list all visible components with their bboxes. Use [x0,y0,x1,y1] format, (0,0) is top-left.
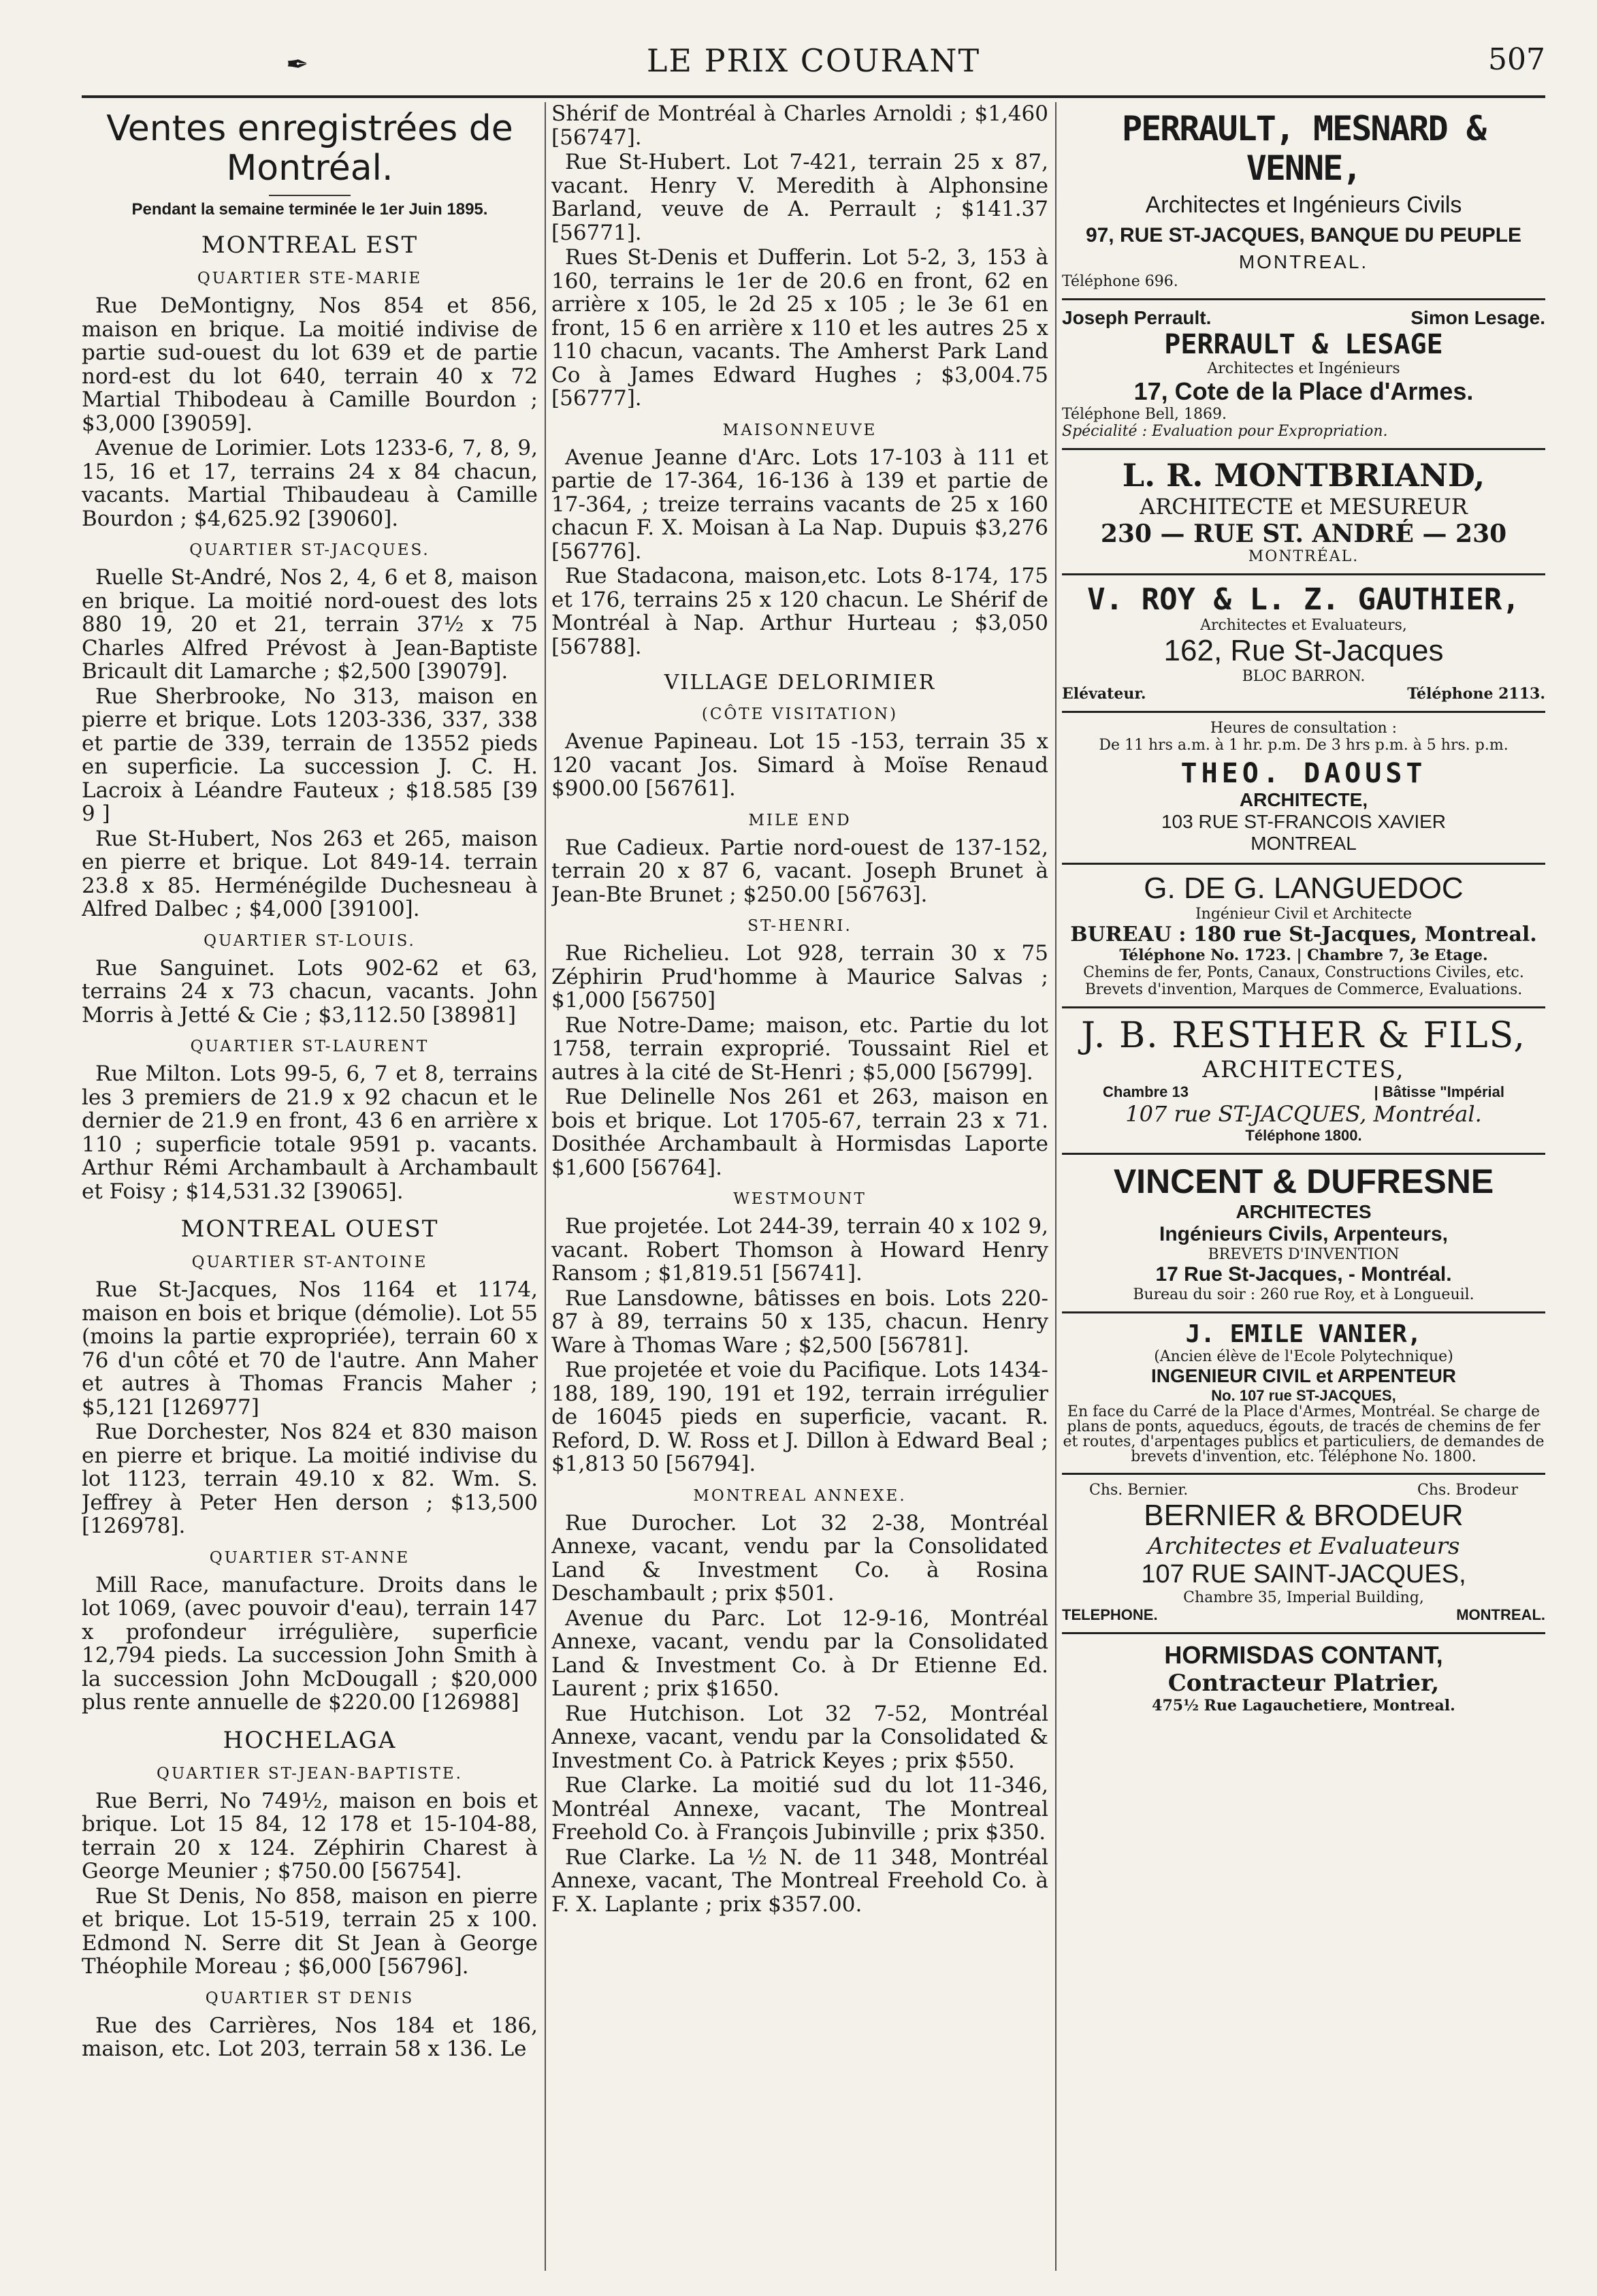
ad-name: VINCENT & DUFRESNE [1113,1162,1494,1200]
ad-specialty: Spécialité : Evaluation pour Expropriation. [1062,423,1388,440]
ad-theo-daoust [1062,713,1545,865]
ad-address: 107 rue ST-JACQUES, Montréal. [1125,1101,1482,1127]
ad-partner: Joseph Perrault. [1062,307,1212,328]
sale-entry: Avenue Jeanne d'Arc. Lots 17-103 à 111 et partie de 17-364, 16-136 à 139 et partie de 17-364, ; treize terrains vacants de 25 x 160 chacun F. X. Moisan à La Nap. Dupuis $3,276 [56776]. [551,445,1048,564]
ad-perrault-mesnard-venne [1062,102,1545,300]
district-heading: MAISONNEUVE [722,421,877,439]
ad-building: | Bâtisse "Impérial [1374,1083,1504,1100]
ad-perrault-lesage [1062,300,1545,450]
ad-subtitle: ARCHITECTE et MESUREUR [1140,494,1468,520]
column-rule [1055,102,1056,2271]
ad-subtitle: ARCHITECTE, [1239,789,1368,810]
ad-telephone: Téléphone 2113. [1407,685,1545,703]
sale-entry: Ruelle St-André, Nos 2, 4, 6 et 8, maison en brique. La moitié nord-ouest des lots 880 19, 20 et 21, terrain 37½ x 75 Charles Alfred Prévost à Jean-Baptiste Bricault dit Lamarche ; $2,500 [39079]. [82,565,538,684]
section-subtitle: Pendant la semaine terminée le 1er Juin 1895. [131,200,488,219]
ad-telephone: TELEPHONE. [1062,1606,1158,1623]
ad-address: 17, Cote de la Place d'Armes. [1133,377,1474,405]
header-rule [82,95,1545,98]
column-2 [551,102,1048,2271]
journal-title: LE PRIX COURANT [646,42,981,79]
ad-subtitle: ARCHITECTES, [1202,1056,1405,1083]
sale-entry: Avenue de Lorimier. Lots 1233-6, 7, 8, 9, 15, 16 et 17, terrains 24 x 84 chacun, vacants. Martial Thibaudeau à Camille Bourdon ; $4,625.92 [39060]. [82,436,538,531]
ad-telephone: Téléphone 1800. [1245,1127,1362,1144]
ad-address: 475½ Rue Lagauchetiere, Montreal. [1152,1697,1455,1715]
sale-entry: Rue Hutchison. Lot 32 7-52, Montréal Annexe, vacant, vendu par la Consolidated & Investment Co. à Patrick Keyes ; prix $550. [551,1701,1048,1773]
sale-entry: Rue des Carrières, Nos 184 et 186, maison, etc. Lot 203, terrain 58 x 136. Le [82,2013,538,2061]
ad-name: PERRAULT, MESNARD & VENNE, [1122,109,1485,188]
sale-entry: Rue Cadieux. Partie nord-ouest de 137-152, terrain 20 x 87 6, vacant. Joseph Brunet à Jean-Bte Brunet ; $250.00 [56763]. [551,835,1048,907]
ad-name: J. B. RESTHER & FILS, [1081,1015,1526,1056]
ad-address: 97, RUE ST-JACQUES, BANQUE DU PEUPLE [1085,224,1522,246]
sale-entry: Rue projetée. Lot 244-39, terrain 40 x 102 9, vacant. Robert Thomson à Howard Henry Ransom ; $1,819.51 [56741]. [551,1214,1048,1286]
ad-bernier-brodeur [1062,1475,1545,1634]
ad-partner: Simon Lesage. [1410,307,1545,328]
sale-entry: Avenue du Parc. Lot 12-9-16, Montréal Annexe, vacant, vendu par la Consolidated Land & Investment Co. à Dr Etienne Ed. Laurent ; prix $1650. [551,1606,1048,1701]
ad-address: No. 107 rue ST-JACQUES, [1211,1387,1396,1404]
ad-emile-vanier [1062,1313,1545,1475]
ad-subtitle: Architectes et Ingénieurs [1207,360,1400,377]
quarter-heading: QUARTIER ST-LOUIS. [204,931,416,950]
district-heading: MONTREAL OUEST [180,1215,439,1243]
ad-address: 107 RUE SAINT-JACQUES, [1141,1560,1466,1589]
sale-entry: Rue Clarke. La moitié sud du lot 11-346, Montréal Annexe, vacant, The Montreal Freehold Co. à François Jubinville ; prix $350. [551,1773,1048,1845]
ad-city: MONTREAL. [1238,251,1369,272]
ad-name: THEO. DAOUST [1180,758,1427,789]
ad-subtitle: Architectes et Evaluateurs [1147,1533,1460,1560]
sale-entry: Avenue Papineau. Lot 15 -153, terrain 35 x 120 vacant Jos. Simard à Moïse Renaud $900.00 [56761]. [551,729,1048,801]
sale-entry: Rue Dorchester, Nos 824 et 830 maison en pierre et brique. La moitié indivise du lot 1123, terrain 49.10 x 82. Wm. S. Jeffrey à Peter Hen derson ; $13,500 [126978]. [82,1420,538,1538]
district-heading: VILLAGE DELORIMIER [664,671,936,695]
ad-vincent-dufresne [1062,1155,1545,1313]
ad-telephone: Téléphone Bell, 1869. [1062,406,1227,423]
ad-hours-title: Heures de consultation : [1210,720,1398,737]
ad-subtitle-3: BREVETS D'INVENTION [1208,1246,1400,1263]
quarter-heading: QUARTIER ST-LAURENT [190,1038,430,1055]
sale-entry: Rue Sherbrooke, No 313, maison en pierre et brique. Lots 1203-336, 337, 338 et partie de 339, terrain de 13552 pieds en superficie. La succession J. C. H. Lacroix à Léandre Fauteux ; $18.585 [39 9 ] [82,684,538,826]
sale-entry: Mill Race, manufacture. Droits dans le lot 1069, (avec pouvoir d'eau), terrain 147 x profondeur irrégulière, superficie 12,794 pieds. La succession John Smith à la succession John McDougall ; $20,000 plus rente annuelle de $220.00 [126988] [82,1572,538,1715]
ad-subtitle-2: INGENIEUR CIVIL et ARPENTEUR [1150,1365,1457,1386]
ad-address: BUREAU : 180 rue St-Jacques, Montreal. [1070,923,1537,946]
ad-telephone: Téléphone 696. [1062,273,1178,290]
ad-address: 162, Rue St-Jacques [1163,634,1444,667]
ad-address: 17 Rue St-Jacques, - Montréal. [1155,1263,1452,1286]
ad-roy-gauthier [1062,575,1545,713]
sale-entry: Rue Notre-Dame; maison, etc. Partie du lot 1758, terrain exproprié. Toussaint Riel et autres à la cité de St-Henri ; $5,000 [56799]. [551,1013,1048,1085]
district-heading: MILE END [748,811,852,829]
ad-city: MONTRÉAL. [1248,548,1359,565]
district-heading: WESTMOUNT [733,1190,867,1208]
quarter-heading: QUARTIER ST-ANTOINE [191,1254,428,1271]
ad-building: BLOC BARRON. [1242,668,1366,685]
ad-partners [1062,307,1545,329]
column-1 [82,102,538,2271]
running-header [82,42,1545,90]
ad-partner: Chs. Bernier. [1089,1482,1189,1499]
ad-services: Chemins de fer, Ponts, Canaux, Constructions Civiles, etc. Brevets d'invention, Marques de Commerce, Evaluations. [1083,964,1524,998]
ad-telephone: Téléphone No. 1723. | Chambre 7, 3e Etage. [1119,946,1488,964]
quarter-heading: QUARTIER STE-MARIE [197,270,423,287]
ad-hours: De 11 hrs a.m. à 1 hr. p.m. De 3 hrs p.m. à 5 hrs. p.m. [1099,737,1509,754]
ad-address: 230 — RUE ST. ANDRÉ — 230 [1100,520,1507,548]
sale-entry: Rue Durocher. Lot 32 2-38, Montréal Annexe, vacant, vendu par la Consolidated Land & Investment Co. à Rosina Deschambault ; prix $501. [551,1510,1048,1606]
sale-entry: Rue projetée et voie du Pacifique. Lots 1434-188, 189, 190, 191 et 192, terrain irrégulier de 16045 pieds en superficie, vacant. R. Reford, D. W. Ross et J. Dillon à Edward Beal ; $1,813 50 [56794]. [551,1358,1048,1476]
district-heading: HOCHELAGA [223,1726,397,1754]
quarter-heading: QUARTIER ST-JACQUES. [189,541,430,559]
ad-subtitle: ARCHITECTES [1236,1201,1372,1222]
divider [269,195,351,196]
ad-languedoc [1062,865,1545,1008]
sale-entry: Rue Milton. Lots 99-5, 6, 7 et 8, terrains les 3 premiers de 21.9 x 92 chacun et le dernier de 21.9 en front, 43 6 en arrière x 110 ; superficie totale 9591 p. vacants. Arthur Rémi Archambault à Archambault et Foisy ; $14,531.32 [39065]. [82,1062,538,1204]
ad-subtitle-2: Ingénieurs Civils, Arpenteurs, [1159,1223,1448,1245]
page-number: 507 [1488,42,1545,77]
ad-building: Chambre 35, Imperial Building, [1183,1589,1424,1606]
ornament-icon: ✒ [286,49,309,80]
ad-name: G. DE G. LANGUEDOC [1144,872,1464,905]
district-heading: MONTREAL ANNEXE. [693,1486,907,1505]
ad-name: L. R. MONTBRIAND, [1122,457,1485,494]
sale-entry: Rue Stadacona, maison,etc. Lots 8-174, 175 et 176, terrains 25 x 120 chacun. Le Shérif de Montréal à Nap. Arthur Hurteau ; $3,050 [56788]. [551,564,1048,659]
ad-subtitle: Ingénieur Civil et Architecte [1195,906,1413,923]
quarter-heading: QUARTIER ST-ANNE [209,1548,410,1567]
ad-name: PERRAULT & LESAGE [1164,329,1443,360]
ad-subtitle: Architectes et Ingénieurs Civils [1145,192,1462,218]
sale-entry: Rue Richelieu. Lot 928, terrain 30 x 75 Zéphirin Prud'homme à Maurice Salvas ; $1,000 [56750] [551,941,1048,1013]
column-3-advertisements [1062,102,1545,2271]
ad-name: HORMISDAS CONTANT, [1164,1641,1443,1669]
section-title: Ventes enregistrées de Montréal. [106,108,513,189]
district-heading: MONTREAL EST [201,232,419,259]
quarter-heading: QUARTIER ST-JEAN-BAPTISTE. [157,1764,463,1783]
ad-elevator: Elévateur. [1062,685,1146,703]
ad-city: MONTREAL [1251,833,1357,854]
sale-entry: Rue St-Jacques, Nos 1164 et 1174, maison en bois et brique (démolie). Lot 55 (moins la partie expropriée), terrain 60 x 76 d'un côté et 70 de l'autre. Ann Maher et autres à Thomas Francis Maher ; $5,121 [126977] [82,1277,538,1420]
ad-partners [1062,1482,1545,1499]
sale-entry: Rue Lansdowne, bâtisses en bois. Lots 220-87 à 89, terrains 50 x 135, chacun. Henry Ware à Thomas Ware ; $2,500 [56781]. [551,1286,1048,1358]
sale-entry: Rue Sanguinet. Lots 902-62 et 63, terrains 24 x 73 chacun, vacants. John Morris à Jetté & Cie ; $3,112.50 [38981] [82,955,538,1027]
sale-entry: Rue St-Hubert, Nos 263 et 265, maison en pierre et brique. Lot 849-14. terrain 23.8 x 85. Herménégilde Duchesneau à Alfred Dalbec ; $4,000 [39100]. [82,826,538,921]
ad-details [1062,685,1545,703]
ad-name: J. EMILE VANIER, [1185,1320,1422,1348]
ad-subtitle: Architectes et Evaluateurs, [1200,617,1407,634]
sale-entry: Shérif de Montréal à Charles Arnoldi ; $1,460 [56747]. [551,102,1048,150]
ad-services: En face du Carré de la Place d'Armes, Montréal. Se charge de plans de ponts, aqueducs, égouts, de tracés de chemins de fer et routes, d'arpentages publics et particuliers, de demandes de brevets d'invention, etc. Téléphone No. 1800. [1063,1403,1545,1465]
sale-entry: Rue St-Hubert. Lot 7-421, terrain 25 x 87, vacant. Henry V. Meredith à Alphonsine Barland, veuve de A. Perrault ; $141.37 [56771]. [551,150,1048,245]
ad-name: V. ROY & L. Z. GAUTHIER, [1087,582,1520,617]
district-subheading: (CÔTE VISITATION) [701,705,899,723]
ad-name: BERNIER & BRODEUR [1144,1499,1464,1532]
sale-entry: Rue Clarke. La ½ N. de 11 348, Montréal Annexe, vacant, The Montreal Freehold Co. à F. X. Laplante ; prix $357.00. [551,1845,1048,1917]
ad-details [1062,1083,1545,1101]
ad-hormisdas-contant [1062,1634,1545,1723]
district-heading: ST-HENRI. [747,917,852,935]
sale-entry: Rue St Denis, No 858, maison en pierre et brique. Lot 15-519, terrain 25 x 100. Edmond N. Serre dit St Jean à George Théophile Moreau ; $6,000 [56796]. [82,1883,538,1979]
ad-subtitle: Contracteur Platrier, [1167,1670,1440,1697]
column-rule [545,102,546,2271]
sale-entry: Rue DeMontigny, Nos 854 et 856, maison en brique. La moitié indivise de partie sud-ouest du lot 639 et de partie nord-est du lot 640, terrain 40 x 72 Martial Thibodeau à Camille Bourdon ; $3,000 [39059]. [82,293,538,436]
quarter-heading: QUARTIER ST DENIS [205,1989,415,2007]
ad-address: 103 RUE ST-FRANCOIS XAVIER [1161,811,1447,832]
ad-montbriand [1062,450,1545,575]
ad-partner: Chs. Brodeur [1417,1482,1518,1499]
ad-city: MONTREAL. [1456,1606,1545,1623]
sale-entry: Rue Berri, No 749½, maison en bois et brique. Lot 15 84, 12 178 et 15-104-88, terrain 20 x 124. Zéphirin Charest à George Meunier ; $750.00 [56754]. [82,1788,538,1883]
sale-entry: Rue Delinelle Nos 261 et 263, maison en bois et brique. Lot 1705-67, terrain 23 x 71. Dosithée Archambault à Hormisdas Laporte $1,600 [56764]. [551,1085,1048,1180]
ad-evening-office: Bureau du soir : 260 rue Roy, et à Longueuil. [1133,1286,1474,1303]
sale-entry: Rues St-Denis et Dufferin. Lot 5-2, 3, 153 à 160, terrains le 1er de 20.6 en front, 62 en arrière x 105, le 2d 25 x 105 ; le 3e 61 en front, 15 6 en arrière x 110 et les autres 25 x 110 chacun, vacants. The Amherst Park Land Co à James Edward Hughes ; $3,004.75 [56777]. [551,245,1048,411]
ad-subtitle: (Ancien élève de l'Ecole Polytechnique) [1154,1348,1453,1365]
ad-room: Chambre 13 [1103,1083,1189,1100]
ad-details [1062,1606,1545,1624]
ad-resther [1062,1008,1545,1155]
